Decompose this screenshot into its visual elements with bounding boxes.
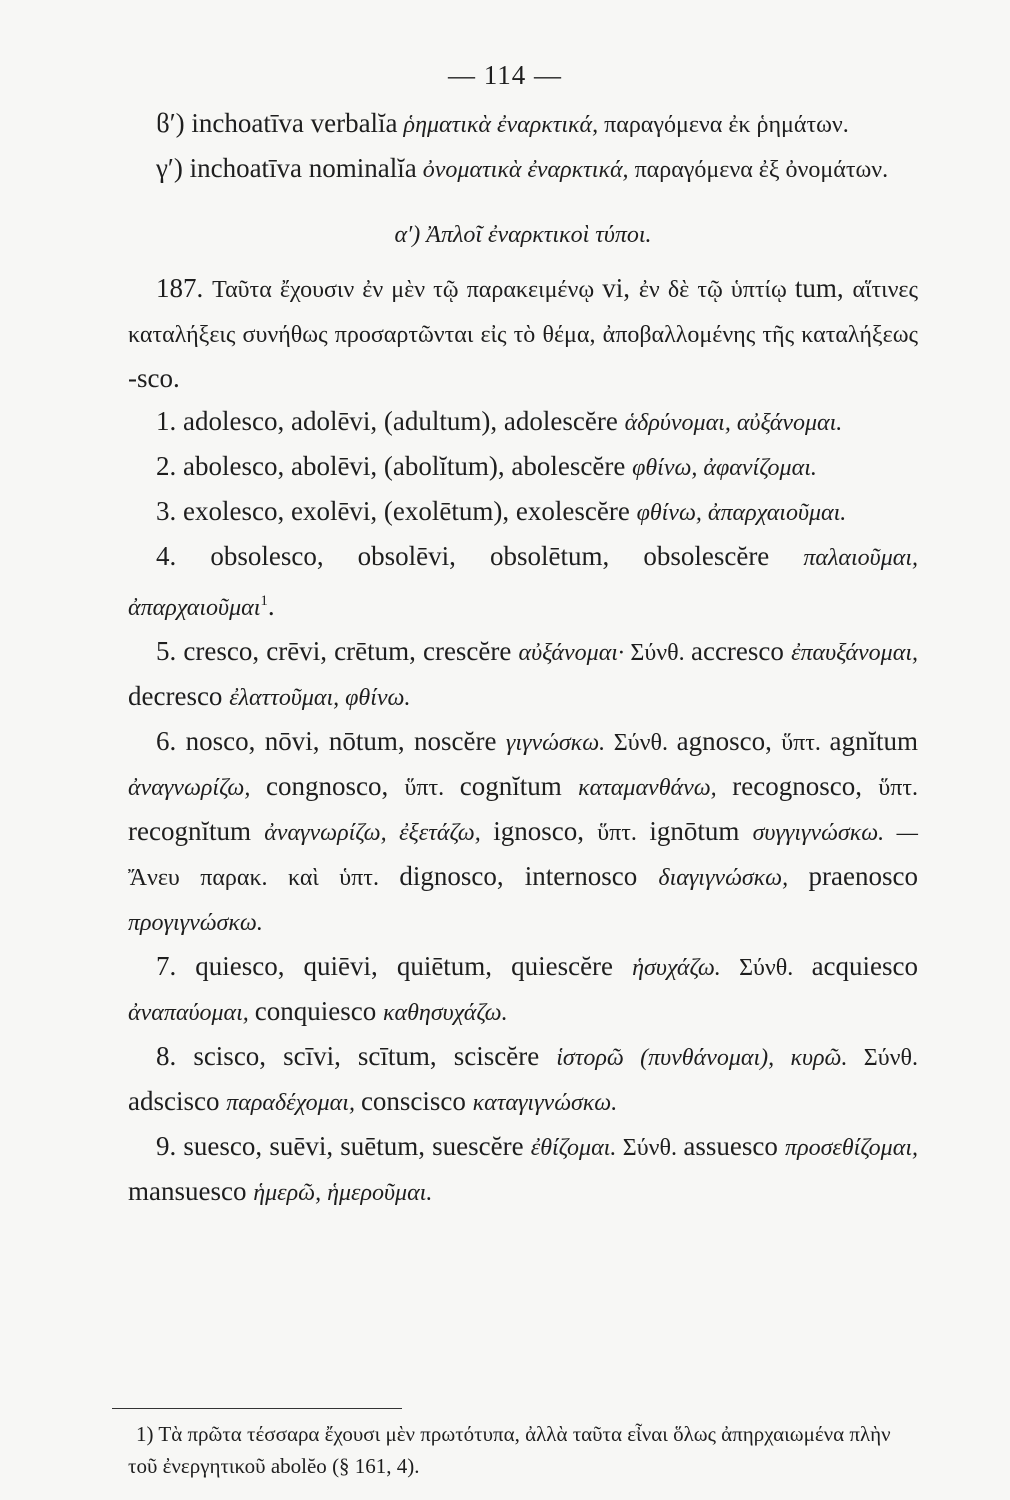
greek-text: Ἄνευ παρακ. καὶ ὑπτ. [128, 865, 400, 891]
greek-term: καταμανθάνω, [578, 775, 733, 801]
greek-term: ἡσυχάζω. [632, 955, 721, 981]
greek-term: διαγιγνώσκω, [658, 865, 809, 891]
greek-text: ὕπτ. [781, 730, 830, 756]
entry-7 [128, 945, 918, 1035]
greek-term: ἐθίζομαι. [530, 1135, 617, 1161]
latin-text: vi, [602, 273, 639, 303]
entry-3 [128, 490, 918, 535]
section-heading: α′) Ἀπλοῖ ἐναρκτικοὶ τύποι. [394, 222, 652, 248]
latin-text: cognĭtum [459, 771, 579, 801]
entry-1 [128, 400, 918, 445]
greek-text: ὕπτ. [404, 775, 460, 801]
latin-text: ignōtum [649, 816, 753, 846]
paragraph-187 [128, 267, 918, 400]
greek-text: Σύνθ. [847, 1045, 918, 1071]
latin-text: tum, [794, 273, 853, 303]
beta-line [128, 102, 918, 147]
greek-term: ἐπαυξάνομαι, [791, 640, 918, 666]
entry-5 [128, 630, 918, 720]
latin-text: dignosco, internosco [399, 861, 659, 891]
latin-text: praenosco [808, 861, 918, 891]
latin-text: 3. exolesco, exolēvi, (exolētum), exolescĕre [156, 496, 637, 526]
latin-text: agnĭtum [829, 726, 918, 756]
greek-term: ἀναγνωρίζω, ἐξετάζω, [264, 820, 494, 846]
latin-text: abolĕo [270, 1454, 327, 1478]
latin-text: congnosco, [265, 771, 405, 801]
greek-term: ὀνοματικὰ ἐναρκτικά, [416, 157, 635, 183]
latin-term: γ′) inchoatīva nominalĭa [156, 153, 417, 183]
greek-term: καταγιγνώσκω. [472, 1090, 618, 1116]
greek-text: ἐν δὲ τῷ ὑπτίῳ [638, 277, 795, 303]
greek-term: ἡμερῶ, ἡμεροῦμαι. [253, 1180, 433, 1206]
gamma-line [128, 147, 918, 192]
greek-text: ὕπτ. [597, 820, 650, 846]
latin-text: 2. abolesco, abolēvi, (abolĭtum), abolescĕre [156, 451, 633, 481]
latin-text: conscisco [360, 1086, 473, 1116]
greek-term: ἀναπαύομαι, [128, 1000, 255, 1026]
greek-text: Σύνθ. [616, 1135, 684, 1161]
footnote-text-block [128, 1418, 918, 1482]
greek-term: αὐξάνομαι· [518, 640, 624, 666]
latin-text: 5. cresco, crēvi, crētum, crescĕre [156, 636, 519, 666]
greek-term: προσεθίζομαι, [785, 1135, 918, 1161]
latin-text: accresco [690, 636, 792, 666]
footnote-marker: 1 [260, 593, 268, 609]
entry-2 [128, 445, 918, 490]
greek-text: Τὰ πρῶτα τέσσαρα ἔχουσι μὲν πρωτότυπα, ἀλλὰ ταῦτα εἶναι ὅλως ἀπηρχαιωμένα πλὴν τοῦ ἐνεργητικοῦ [128, 1422, 891, 1478]
latin-text: acquiesco [811, 951, 919, 981]
latin-text: ignosco, [493, 816, 598, 846]
latin-text: adscisco [128, 1086, 227, 1116]
latin-text: 9. suesco, suēvi, suētum, suescĕre [156, 1131, 531, 1161]
section-reference: (§ 161, 4). [326, 1454, 420, 1478]
entry-8 [128, 1035, 918, 1125]
latin-text: decresco [128, 681, 230, 711]
greek-term: καθησυχάζω. [383, 1000, 508, 1026]
latin-text: -sco. [128, 363, 180, 393]
greek-term: ἐλαττοῦμαι, φθίνω. [229, 685, 411, 711]
greek-term: συγγιγνώσκω. — [752, 820, 919, 846]
greek-term: προγιγνώσκω. [128, 910, 263, 936]
greek-text: παραγόμενα ἐκ ῥημάτων. [604, 112, 849, 138]
latin-text: agnosco, [676, 726, 782, 756]
punctuation: . [267, 591, 275, 621]
footnote-separator [112, 1408, 402, 1409]
greek-text: Σύνθ. [720, 955, 812, 981]
paragraph-number: 187. [156, 273, 213, 303]
latin-text: 7. quiesco, quiēvi, quiētum, quiescĕre [156, 951, 633, 981]
greek-text: Σύνθ. [623, 640, 691, 666]
greek-term: ἱστορῶ (πυνθάνομαι), κυρῶ. [556, 1045, 848, 1071]
latin-text: conquiesco [254, 996, 384, 1026]
greek-term: φθίνω, ἀφανίζομαι. [632, 455, 817, 481]
greek-term: γιγνώσκω. [505, 730, 606, 756]
greek-term: παραδέχομαι, [226, 1090, 361, 1116]
greek-term: ῥηματικὰ ἐναρκτικά, [397, 112, 605, 138]
greek-text: Ταῦτα ἔχουσιν ἐν μὲν τῷ παρακειμένῳ [212, 277, 603, 303]
greek-text: αἵτινες καταλήξεις συνήθως προσαρτῶνται εἰς τὸ θέμα, ἀποβαλλομένης τῆς καταλήξεως [128, 277, 919, 348]
entry-4 [128, 535, 918, 630]
greek-text: ὕπτ. [878, 775, 918, 801]
entry-6 [128, 720, 918, 945]
entry-9 [128, 1125, 918, 1215]
footnote-marker: 1) [136, 1422, 159, 1446]
latin-text: mansuesco [128, 1176, 254, 1206]
latin-text: 1. adolesco, adolēvi, (adultum), adolescĕre [156, 406, 625, 436]
greek-term: παλαιοῦμαι, ἀπαρχαιοῦμαι [128, 545, 918, 621]
greek-text: Σύνθ. [605, 730, 677, 756]
latin-term: ϐ′) inchoatīva verbalĭa [156, 108, 398, 138]
latin-text: 8. scisco, scīvi, scītum, sciscĕre [156, 1041, 557, 1071]
footnote-paragraph [128, 1418, 918, 1482]
greek-term: ἁδρύνομαι, αὐξάνομαι. [624, 410, 843, 436]
page-number: — 114 — [448, 60, 562, 90]
latin-text: recognĭtum [128, 816, 265, 846]
latin-text: 4. obsolesco, obsolēvi, obsolētum, obsolescĕre [156, 541, 804, 571]
main-text [128, 102, 918, 1215]
latin-text: recognosco, [732, 771, 879, 801]
greek-term: ἀναγνωρίζω, [128, 775, 266, 801]
latin-text: assuesco [683, 1131, 786, 1161]
latin-text: 6. nosco, nōvi, nōtum, noscĕre [156, 726, 506, 756]
greek-term: φθίνω, ἀπαρχαιοῦμαι. [636, 500, 847, 526]
greek-text: παραγόμενα ἐξ ὀνομάτων. [634, 157, 889, 183]
